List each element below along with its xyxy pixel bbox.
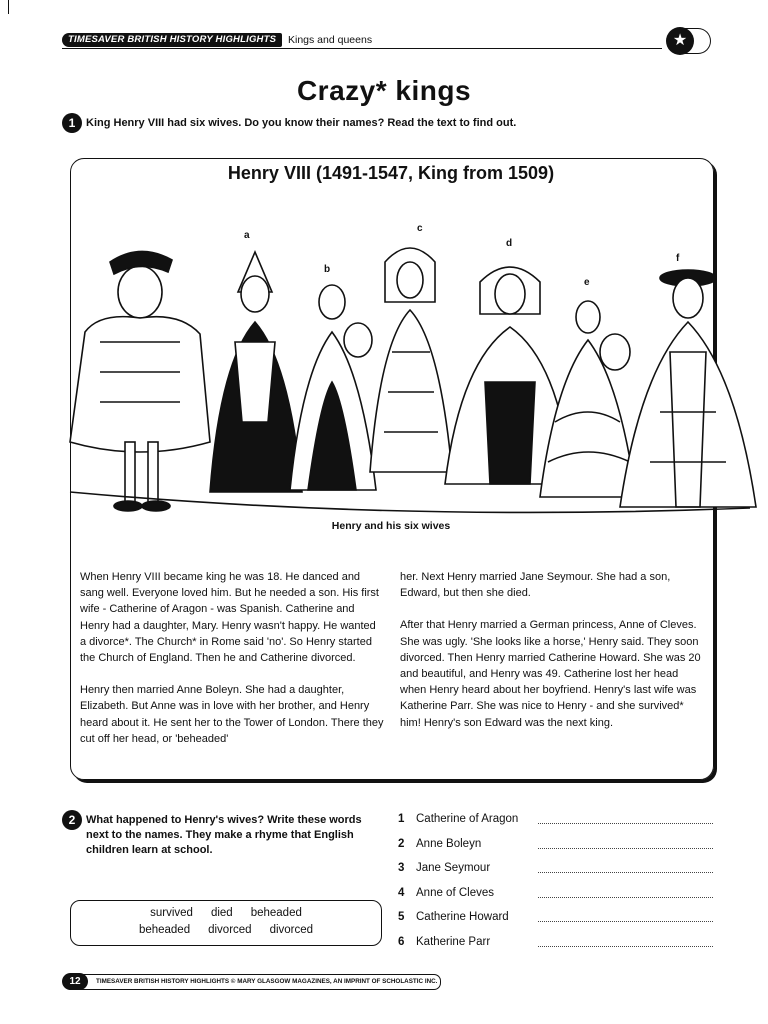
item-number: 6 bbox=[398, 935, 405, 948]
wife-a-figure bbox=[210, 252, 302, 492]
figure-label-b: b bbox=[324, 264, 331, 275]
series-label: TIMESAVER BRITISH HISTORY HIGHLIGHTS bbox=[62, 33, 282, 47]
answer-blank[interactable] bbox=[538, 872, 713, 873]
answer-row bbox=[398, 838, 718, 863]
task-2-instruction: What happened to Henry's wives? Write these words next to the names. They make a rhyme that English children learn at school. bbox=[86, 814, 362, 856]
answer-blank[interactable] bbox=[538, 946, 713, 947]
figure-label-e: e bbox=[584, 277, 590, 288]
wife-c-figure bbox=[370, 248, 452, 472]
item-number: 3 bbox=[398, 862, 405, 874]
word-item: survived bbox=[150, 907, 193, 919]
wife-name: Jane Seymour bbox=[416, 862, 491, 874]
story-paragraph: When Henry VIII became king he was 18. He danced and sang well. Everyone loved him. But he needed a son. His first wife - Catherine of Aragon - was Spanish. Catherine and Henry had a daughter, Mary. Henry wasn't happy. He wanted a divorce*. The Church* in Rome said 'no'. So Henry started the Church of England. Then he and Catherine divorced. bbox=[80, 571, 379, 665]
answer-blank[interactable] bbox=[538, 848, 713, 849]
word-box bbox=[70, 900, 382, 946]
answer-row bbox=[398, 862, 718, 887]
word-item: divorced bbox=[208, 924, 252, 936]
wife-f-figure bbox=[620, 270, 756, 507]
star-icon: ★ bbox=[666, 27, 694, 55]
task-1-badge: 1 bbox=[62, 113, 82, 133]
word-row-1 bbox=[71, 907, 381, 919]
task-2-badge: 2 bbox=[62, 810, 82, 830]
answer-blank[interactable] bbox=[538, 823, 713, 824]
word-item: beheaded bbox=[138, 924, 191, 936]
story-paragraph: After that Henry married a German princess, Anne of Cleves. She was ugly. 'She looks like a horse,' Henry said. They soon divorced. Then Henry married Catherine Howard. She was 20 and beautiful, and Henry was 49. Catherine lost her head when Henry heard about her boyfriend. Henry's last wife was Katherine Parr. She was nice to Henry - and she survived* him! Henry's son Edward was the next king. bbox=[400, 619, 701, 729]
answer-blank[interactable] bbox=[538, 897, 713, 898]
wife-name: Anne Boleyn bbox=[416, 837, 482, 850]
page-number: 12 bbox=[62, 973, 88, 990]
header-rule bbox=[62, 48, 662, 49]
page-header bbox=[62, 33, 702, 49]
box-title: Henry VIII (1491-1547, King from 1509) bbox=[227, 163, 555, 183]
wife-name: Catherine of Aragon bbox=[416, 813, 519, 825]
wife-name: Catherine Howard bbox=[416, 911, 509, 923]
story-column-2 bbox=[400, 569, 706, 747]
henry-figure bbox=[70, 251, 210, 511]
page-footer bbox=[64, 974, 441, 990]
page-title: Crazy* kings bbox=[296, 75, 472, 106]
henry-and-wives-illustration bbox=[40, 222, 760, 522]
answer-row bbox=[398, 936, 718, 961]
wife-name: Anne of Cleves bbox=[416, 886, 494, 899]
answer-blank[interactable] bbox=[538, 921, 713, 922]
figure-label-f: f bbox=[676, 253, 680, 264]
word-item: beheaded bbox=[250, 907, 302, 919]
item-number: 2 bbox=[398, 837, 405, 850]
answer-row bbox=[398, 887, 718, 912]
wife-b-figure bbox=[290, 285, 376, 490]
crop-mark bbox=[8, 0, 9, 14]
item-number: 5 bbox=[398, 911, 405, 923]
item-number: 4 bbox=[398, 886, 405, 899]
task-1-instruction: King Henry VIII had six wives. Do you know their names? Read the text to find out. bbox=[86, 117, 517, 129]
illustration-caption: Henry and his six wives bbox=[331, 520, 451, 532]
story-column-1 bbox=[80, 569, 384, 763]
copyright-text: TIMESAVER BRITISH HISTORY HIGHLIGHTS © MARY GLASGOW MAGAZINES, AN IMPRINT OF SCHOLASTIC INC. bbox=[96, 978, 438, 985]
answer-row bbox=[398, 911, 718, 936]
figure-label-d: d bbox=[506, 238, 513, 249]
figure-label-a: a bbox=[244, 230, 250, 241]
story-paragraph: Henry then married Anne Boleyn. She had a daughter, Elizabeth. But Anne was in love with her brother, and Henry heard about it. He sent her to the Tower of London. There they cut off her head, or 'beheaded' bbox=[80, 684, 384, 745]
item-number: 1 bbox=[398, 813, 405, 825]
word-row-2 bbox=[71, 924, 381, 936]
answer-row bbox=[398, 813, 718, 838]
word-item: divorced bbox=[269, 924, 314, 936]
figure-label-c: c bbox=[417, 223, 423, 234]
word-item: died bbox=[210, 907, 233, 919]
wife-name: Katherine Parr bbox=[416, 935, 491, 948]
answer-list bbox=[398, 813, 718, 960]
topic-label: Kings and queens bbox=[288, 34, 373, 46]
story-paragraph: her. Next Henry married Jane Seymour. She had a son, Edward, but then she died. bbox=[400, 571, 671, 600]
